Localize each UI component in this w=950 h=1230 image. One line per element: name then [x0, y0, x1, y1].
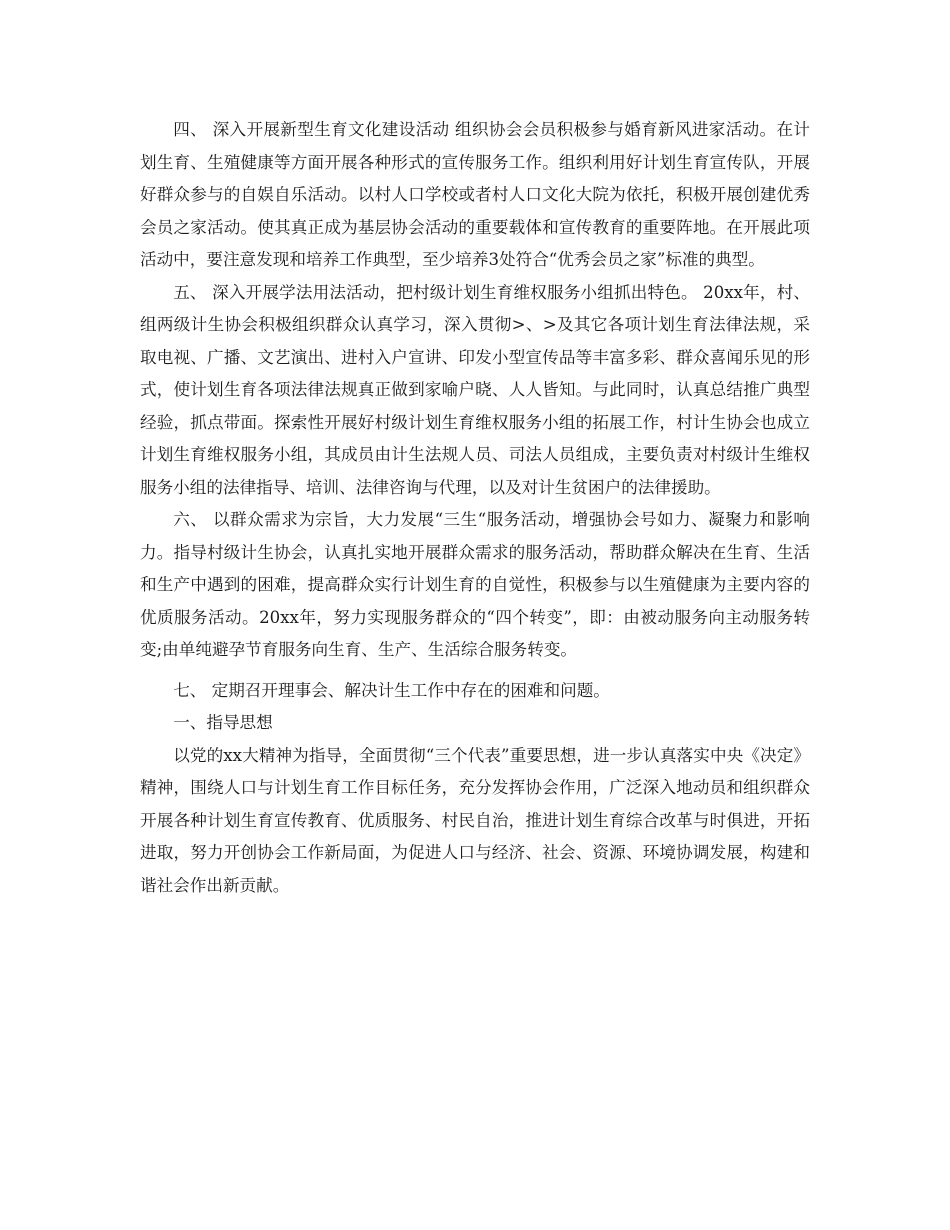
paragraph-section-7: 七、 定期召开理事会、解决计生工作中存在的困难和问题。 — [173, 680, 610, 700]
paragraph-guiding-thought: 以党的xx大精神为指导，全面贯彻“三个代表”重要思想，进一步认真落实中央《决定》精神，围绕人口与计划生育工作目标任务，充分发挥协会作用，广泛深入地动员和组织群众开展各种计划生育宣传教育、优质服务、村民自治，推进计划生育综合改革与时俱进，开拓进取，努力开创协会工作新局面，为促进人口与经济、社会、资源、环境协调发展，构建和谐社会作出新贡献。 — [140, 745, 810, 895]
paragraph-section-4: 四、 深入开展新型生育文化建设活动 组织协会会员积极参与婚育新风进家活动。在计划生育、生殖健康等方面开展各种形式的宣传服务工作。组织利用好计划生育宣传队，开展好群众参与的自娱自乐活动。以村人口学校或者村人口文化大院为依托，积极开展创建优秀会员之家活动。使其真正成为基层协会活动的重要载体和宣传教育的重要阵地。在开展此项活动中，要注意发现和培养工作典型，至少培养3处符合“优秀会员之家”标准的典型。 — [140, 120, 810, 269]
paragraph-section-5: 五、 深入开展学法用法活动，把村级计划生育维权服务小组抓出特色。 20xx年，村、组两级计生协会积极组织群众认真学习，深入贯彻>、>及其它各项计划生育法律法规，采取电视、广播、文艺演出、进村入户宣讲、印发小型宣传品等丰富多彩、群众喜闻乐见的形式，使计划生育各项法律法规真正做到家喻户晓、人人皆知。与此同时，认真总结推广典型经验，抓点带面。探索性开展好村级计划生育维权服务小组的拓展工作，村计生协会也成立计划生育维权服务小组，其成员由计生法规人员、司法人员组成，主要负责对村级计生维权服务小组的法律指导、培训、法律咨询与代理，以及对计生贫困户的法律援助。 — [140, 282, 810, 497]
paragraph-section-6: 六、 以群众需求为宗旨，大力发展“三生“服务活动，增强协会号如力、凝聚力和影响力。指导村级计生协会，认真扎实地开展群众需求的服务活动，帮助群众解决在生育、生活和生产中遇到的困难，提高群众实行计划生育的自觉性，积极参与以生殖健康为主要内容的优质服务活动。20xx年，努力实现服务群众的“四个转变”，即：由被动服务向主动服务转变;由单纯避孕节育服务向生育、生产、生活综合服务转变。 — [140, 510, 810, 659]
document-body — [140, 114, 810, 902]
heading-guiding-thought: 一、指导思想 — [173, 713, 273, 732]
